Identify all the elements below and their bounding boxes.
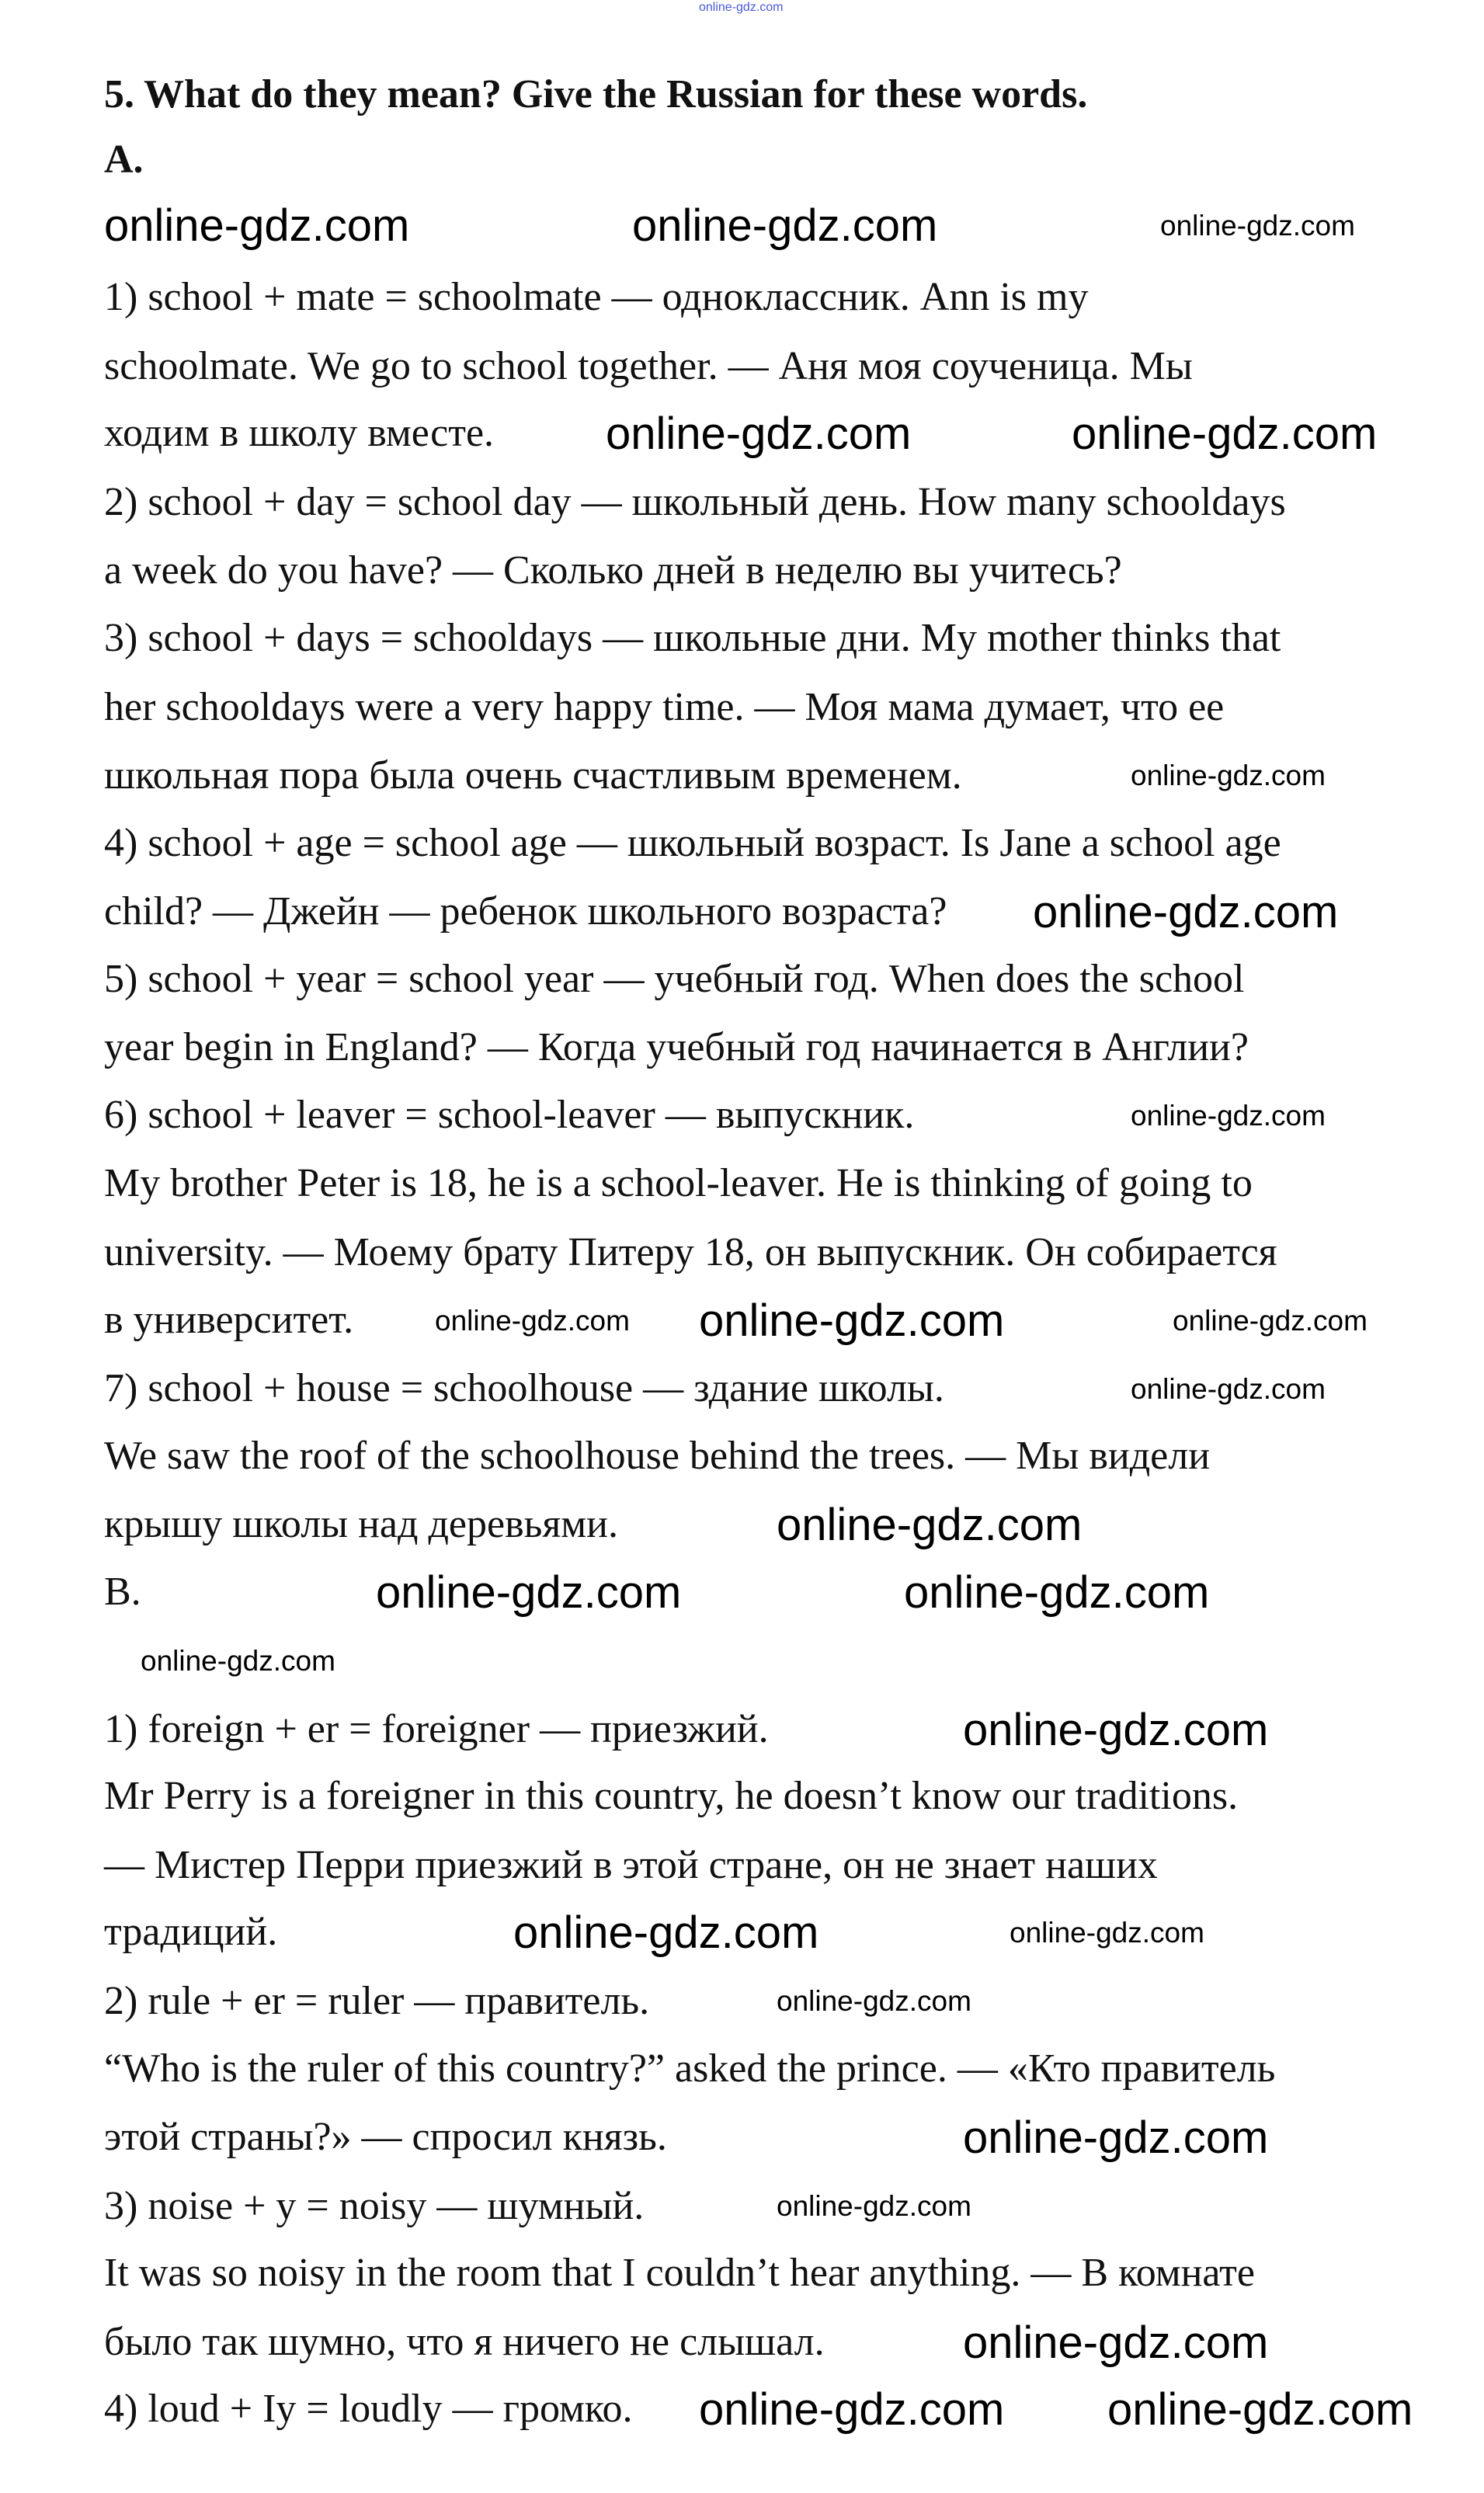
watermark: online-gdz.com: [435, 1305, 630, 1337]
watermark: online-gdz.com: [904, 1567, 1210, 1618]
watermark: online-gdz.com: [376, 1567, 682, 1618]
watermark: online-gdz.com: [632, 200, 938, 251]
watermark: online-gdz.com: [141, 1645, 335, 1677]
text-line: 7) school + house = schoolhouse — здание школы.: [104, 1366, 944, 1410]
exercise-title: 5. What do they mean? Give the Russian for these words.: [104, 72, 1088, 116]
text-line: в университет.: [104, 1298, 354, 1342]
text-line: 6) school + leaver = school-leaver — выпускник.: [104, 1093, 915, 1137]
watermark: online-gdz.com: [1107, 2384, 1413, 2435]
text-line: — Мистер Перри приезжий в этой стране, он не знает наших: [104, 1843, 1158, 1887]
watermark: online-gdz.com: [963, 2317, 1269, 2368]
text-line: 3) school + days = schooldays — школьные дни. My mother thinks that: [104, 616, 1281, 660]
watermark: online-gdz.com: [1160, 210, 1355, 242]
text-line: “Who is the ruler of this country?” asked the prince. — «Кто правитель: [104, 2046, 1276, 2091]
text-line: schoolmate. We go to school together. — Аня моя соученица. Мы: [104, 344, 1193, 388]
watermark: online-gdz.com: [104, 200, 410, 251]
watermark: online-gdz.com: [699, 2384, 1005, 2435]
text-line: школьная пора была очень счастливым временем.: [104, 753, 962, 798]
watermark: online-gdz.com: [1131, 760, 1326, 791]
text-line: 1) school + mate = schoolmate — одноклассник. Ann is my: [104, 275, 1089, 319]
text-line: 1) foreign + er = foreigner — приезжий.: [104, 1707, 769, 1751]
text-line: Mr Perry is a foreigner in this country, he doesn’t know our traditions.: [104, 1774, 1239, 1818]
text-line: university. — Моему брату Питеру 18, он выпускник. Он собирается: [104, 1230, 1277, 1274]
text-line: 4) loud + Iy = loudly — громко.: [104, 2387, 633, 2431]
watermark: online-gdz.com: [1131, 1100, 1326, 1132]
text-line: традиций.: [104, 1910, 278, 1954]
watermark: online-gdz.com: [963, 1705, 1269, 1755]
watermark: online-gdz.com: [699, 1, 784, 14]
text-line: It was so noisy in the room that I couldn’t hear anything. — В комнате: [104, 2251, 1255, 2295]
text-line: child? — Джейн — ребенок школьного возраста?: [104, 889, 947, 934]
text-line: этой страны?» — спросил князь.: [104, 2115, 667, 2159]
watermark: online-gdz.com: [1072, 409, 1378, 459]
text-line: year begin in England? — Когда учебный год начинается в Англии?: [104, 1025, 1249, 1069]
watermark: online-gdz.com: [963, 2112, 1269, 2163]
text-line: her schooldays were a very happy time. — Моя мама думает, что ее: [104, 685, 1225, 729]
watermark: online-gdz.com: [777, 2190, 971, 2222]
text-line: 4) school + age = school age — школьный возраст. Is Jane a school age: [104, 821, 1281, 865]
watermark: online-gdz.com: [606, 409, 912, 459]
text-line: 3) noise + y = noisy — шумный.: [104, 2184, 645, 2228]
text-line: 2) rule + er = ruler — правитель.: [104, 1979, 650, 2023]
watermark: online-gdz.com: [1033, 887, 1339, 937]
watermark: online-gdz.com: [513, 1907, 819, 1958]
text-line: 5) school + year = school year — учебный год. When does the school: [104, 957, 1245, 1001]
watermark: online-gdz.com: [699, 1295, 1005, 1346]
text-line: 2) school + day = school day — школьный день. How many schooldays: [104, 480, 1286, 524]
section-b-label: B.: [104, 1570, 141, 1614]
watermark: online-gdz.com: [1010, 1917, 1204, 1949]
watermark: online-gdz.com: [777, 1985, 971, 2017]
text-line: ходим в школу вместе.: [104, 411, 495, 455]
watermark: online-gdz.com: [1173, 1305, 1368, 1337]
section-a-label: A.: [104, 137, 144, 182]
text-line: было так шумно, что я ничего не слышал.: [104, 2320, 825, 2364]
text-line: We saw the roof of the schoolhouse behind the trees. — Мы видели: [104, 1434, 1211, 1478]
watermark: online-gdz.com: [777, 1500, 1083, 1550]
text-line: My brother Peter is 18, he is a school-leaver. He is thinking of going to: [104, 1161, 1253, 1205]
watermark: online-gdz.com: [1131, 1373, 1326, 1405]
text-line: крышу школы над деревьями.: [104, 1502, 619, 1546]
text-line: a week do you have? — Сколько дней в неделю вы учитесь?: [104, 548, 1122, 593]
